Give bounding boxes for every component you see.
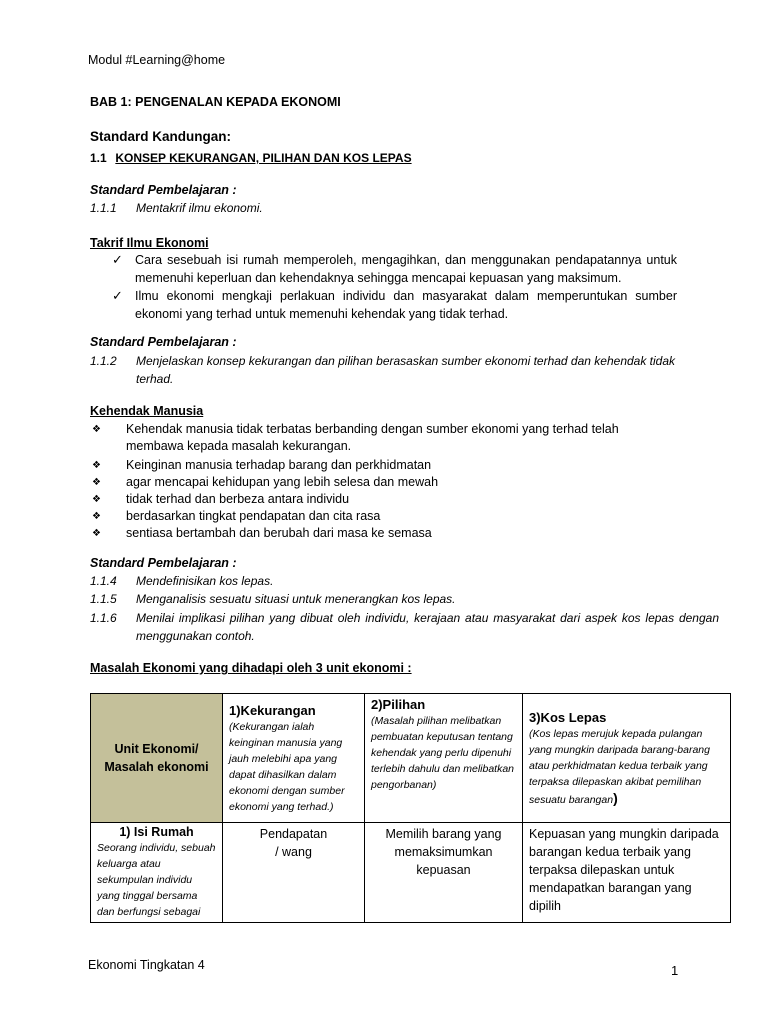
takrif-item xyxy=(112,251,677,287)
isi-rumah-pilihan-cell xyxy=(365,823,523,923)
diamond-bullet-icon: ❖ xyxy=(92,528,101,539)
kehendak-heading: Kehendak Manusia xyxy=(90,404,204,418)
table-header-row xyxy=(91,694,731,823)
kehendak-item xyxy=(92,421,636,455)
takrif-item xyxy=(112,287,677,323)
table-heading: Masalah Ekonomi yang dihadapi oleh 3 unit ekonomi : xyxy=(90,661,412,675)
pilihan-title: 2)Pilihan xyxy=(371,697,426,712)
header-kos-lepas-cell xyxy=(523,694,731,823)
standard-kandungan-item xyxy=(90,151,412,165)
sp1-item-number: 1.1.1 xyxy=(90,201,117,215)
isi-rumah-pilihan-text: Memilih barang yang memaksimumkan kepuasan xyxy=(385,827,502,877)
sp3-item-number: 1.1.5 xyxy=(90,592,117,606)
header-pilihan-cell xyxy=(365,694,523,823)
sp3-item xyxy=(90,609,719,645)
chapter-title: BAB 1: PENGENALAN KEPADA EKONOMI xyxy=(90,95,341,109)
sp2-heading: Standard Pembelajaran : xyxy=(90,335,237,349)
kekurangan-title: 1)Kekurangan xyxy=(229,702,316,718)
kehendak-item xyxy=(92,508,380,525)
sp3-item-number: 1.1.4 xyxy=(90,574,117,588)
footer-subject: Ekonomi Tingkatan 4 xyxy=(88,958,205,972)
sp2-item-number: 1.1.2 xyxy=(90,354,117,368)
checkmark-icon: ✓ xyxy=(112,288,123,303)
sp3-item-text: Mendefinisikan kos lepas. xyxy=(136,574,274,588)
sp3-item-text: Menilai implikasi pilihan yang dibuat oleh individu, kerajaan atau masyarakat dari aspek kos lepas dengan menggunakan contoh. xyxy=(136,611,719,643)
isi-rumah-kekurangan-cell xyxy=(223,823,365,923)
kekurangan-note: (Kekurangan ialah keinginan manusia yang jauh melebihi apa yang dapat dihasilkan dalam ekonomi dengan sumber ekonomi yang terhad.) xyxy=(229,720,345,813)
isi-rumah-kos-lepas-text: Kepuasan yang mungkin daripada barangan kedua terbaik yang terpaksa dilepaskan untuk mendapatkan barangan yang dipilih xyxy=(529,827,719,913)
kehendak-item-text: Kehendak manusia tidak terbatas berbanding dengan sumber ekonomi yang terhad telah membawa kepada masalah kekurangan. xyxy=(126,422,619,453)
kehendak-item-text: Keinginan manusia terhadap barang dan perkhidmatan xyxy=(126,458,432,472)
sp3-heading: Standard Pembelajaran : xyxy=(90,556,237,570)
kehendak-item xyxy=(92,491,349,508)
sp1-item xyxy=(90,201,719,215)
diamond-bullet-icon: ❖ xyxy=(92,460,101,471)
sp2-item-text: Menjelaskan konsep kekurangan dan pilihan berasaskan sumber ekonomi terhad dan kehendak tidak terhad. xyxy=(136,354,676,386)
kehendak-item-text: tidak terhad dan berbeza antara individu xyxy=(126,492,350,506)
takrif-item-text: Ilmu ekonomi mengkaji perlakuan individu dan masyarakat dalam memperuntukan sumber ekonomi yang terhad untuk memenuhi kehendak yang tidak terhad. xyxy=(135,289,677,321)
standard-kandungan-heading: Standard Kandungan: xyxy=(90,129,231,144)
kehendak-item-text: agar mencapai kehidupan yang lebih selesa dan mewah xyxy=(126,475,439,489)
table-row xyxy=(91,823,731,923)
kehendak-item-text: sentiasa bertambah dan berubah dari masa ke semasa xyxy=(126,526,432,540)
kehendak-item xyxy=(92,525,432,542)
page-header: Modul #Learning@home xyxy=(88,53,226,67)
isi-rumah-kekurangan-text: Pendapatan / wang xyxy=(259,827,328,859)
sp1-item-text: Mentakrif ilmu ekonomi. xyxy=(136,201,263,215)
header-unit-cell: Unit Ekonomi/ Masalah ekonomi xyxy=(91,694,223,823)
sp3-item xyxy=(90,574,719,588)
takrif-item-text: Cara sesebuah isi rumah memperoleh, mengagihkan, dan menggunakan pendapatannya untuk memenuhi keperluan dan kehendaknya sehingga mencapai kepuasan yang maksimum. xyxy=(135,253,677,285)
sp3-item-number: 1.1.6 xyxy=(90,611,117,625)
kehendak-item-text: berdasarkan tingkat pendapatan dan cita rasa xyxy=(126,509,381,523)
isi-rumah-note: Seorang individu, sebuah keluarga atau sekumpulan individu yang tinggal bersama dan berfungsi sebagai xyxy=(97,842,216,918)
page-number: 1 xyxy=(671,963,679,978)
diamond-bullet-icon: ❖ xyxy=(92,511,101,522)
pilihan-note: (Masalah pilihan melibatkan pembuatan keputusan tentang kehendak yang perlu dipenuhi terlebih dahulu dan melibatkan pengorbanan) xyxy=(371,715,515,791)
standard-kandungan-number: 1.1 xyxy=(90,151,107,165)
diamond-bullet-icon: ❖ xyxy=(92,424,101,435)
isi-rumah-kos-lepas-cell xyxy=(523,823,731,923)
diamond-bullet-icon: ❖ xyxy=(92,477,101,488)
kos-lepas-title: 3)Kos Lepas xyxy=(529,709,607,725)
sp3-item xyxy=(90,592,719,606)
economic-problems-table xyxy=(90,693,731,923)
kehendak-item xyxy=(92,474,438,491)
header-kekurangan-cell xyxy=(223,694,365,823)
sp3-item-text: Menganalisis sesuatu situasi untuk menerangkan kos lepas. xyxy=(136,592,456,606)
diamond-bullet-icon: ❖ xyxy=(92,494,101,505)
kos-lepas-note: (Kos lepas merujuk kepada pulangan yang mungkin daripada barang-barang atau perkhidmatan kedua terbaik yang terpaksa dilepaskan akibat pemilihan sesuatu barangan xyxy=(529,727,710,806)
isi-rumah-title: 1) Isi Rumah xyxy=(119,825,194,839)
kos-lepas-closing-paren: ) xyxy=(613,789,618,806)
checkmark-icon: ✓ xyxy=(112,252,123,267)
sp1-heading: Standard Pembelajaran : xyxy=(90,183,237,197)
kehendak-item xyxy=(92,457,431,474)
takrif-heading: Takrif Ilmu Ekonomi xyxy=(90,236,209,250)
sp2-item xyxy=(90,352,696,388)
row-isi-rumah-head-cell xyxy=(91,823,223,923)
standard-kandungan-title: KONSEP KEKURANGAN, PILIHAN DAN KOS LEPAS xyxy=(115,151,412,165)
kos-lepas-note-wrap xyxy=(529,726,724,808)
